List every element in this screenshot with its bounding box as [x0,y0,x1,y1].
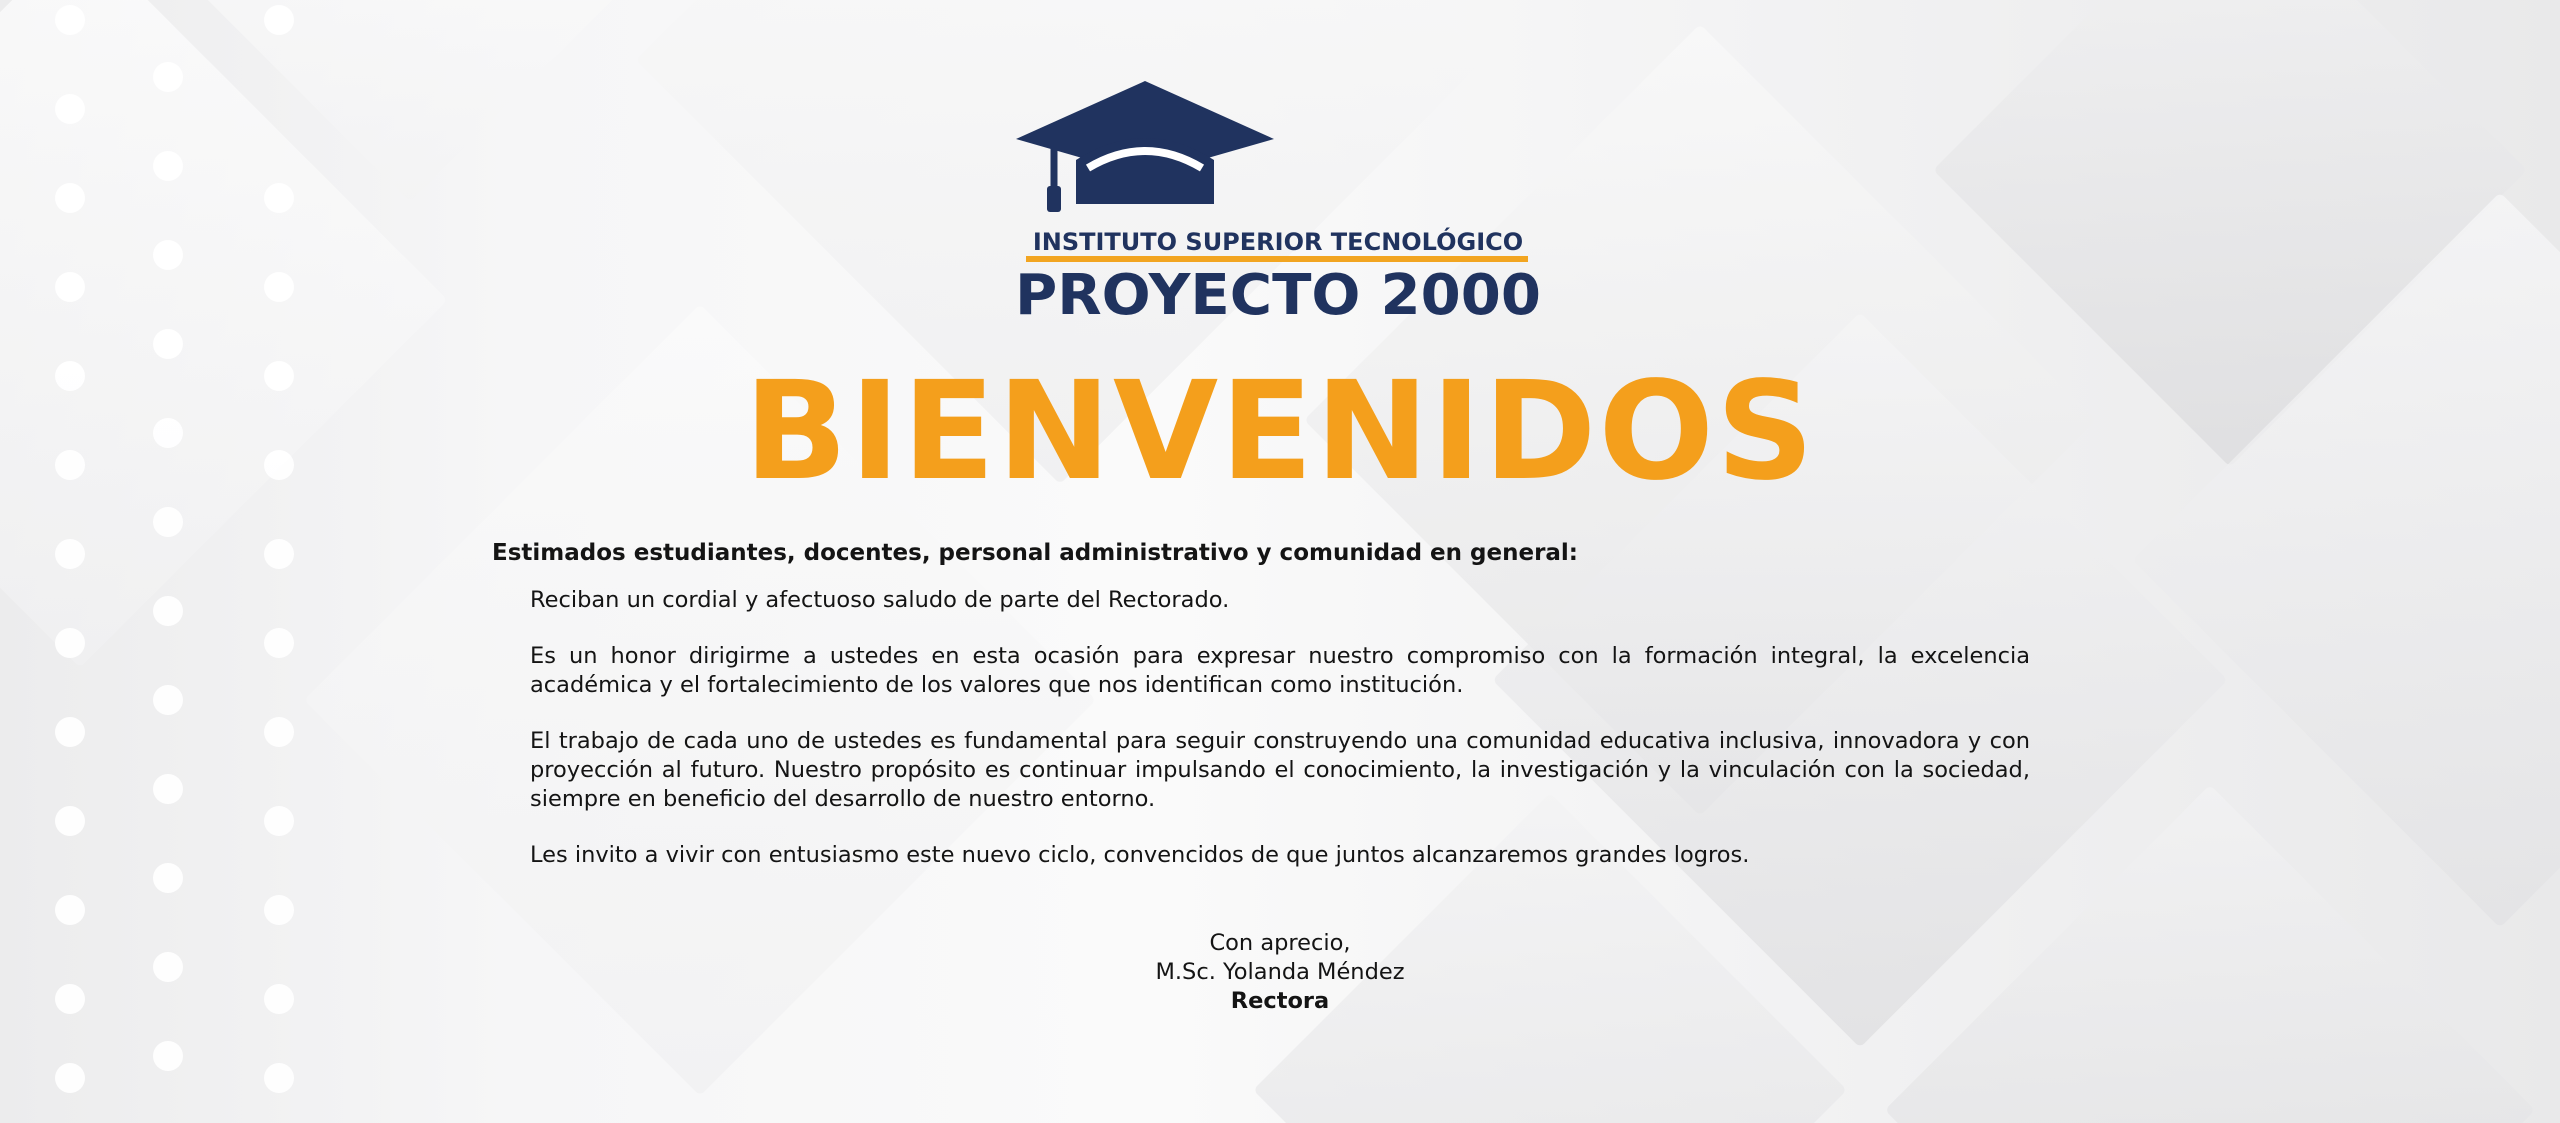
logo-line-2: PROYECTO 2000 [1015,263,1541,326]
letter-paragraph: Es un honor dirigirme a ustedes en esta ocasión para expresar nuestro compromiso con la formación integral, la excelencia académica y el fortalecimiento de los valores que nos identifican como institución. [530,643,2030,698]
signature-name: M.Sc. Yolanda Méndez [1155,959,1405,985]
welcome-heading: BIENVENIDOS [743,353,1816,511]
signature-block [0,929,2560,1016]
welcome-letter [492,538,2030,897]
letter-greeting: Estimados estudiantes, docentes, personal administrativo y comunidad en general: [492,540,1579,566]
logo-line-1: INSTITUTO SUPERIOR TECNOLÓGICO [1032,228,1524,256]
letter-paragraph: Reciban un cordial y afectuoso saludo de parte del Rectorado. [530,587,1230,613]
signature-title: Rectora [1230,988,1330,1014]
letter-paragraph: Les invito a vivir con entusiasmo este nuevo ciclo, convencidos de que juntos alcanzaremos grandes logros. [530,842,1750,868]
letter-paragraph: El trabajo de cada uno de ustedes es fundamental para seguir construyendo una comunidad educativa inclusiva, innovadora y con proyección al futuro. Nuestro propósito es continuar impulsando el conocimiento, la investigación y la vinculación con la sociedad, siempre en beneficio del desarrollo de nuestro entorno. [530,728,2030,812]
signature-closing: Con aprecio, [1209,930,1351,956]
graduation-cap-logo-icon [1010,76,1550,326]
institution-logo [1010,76,1550,326]
